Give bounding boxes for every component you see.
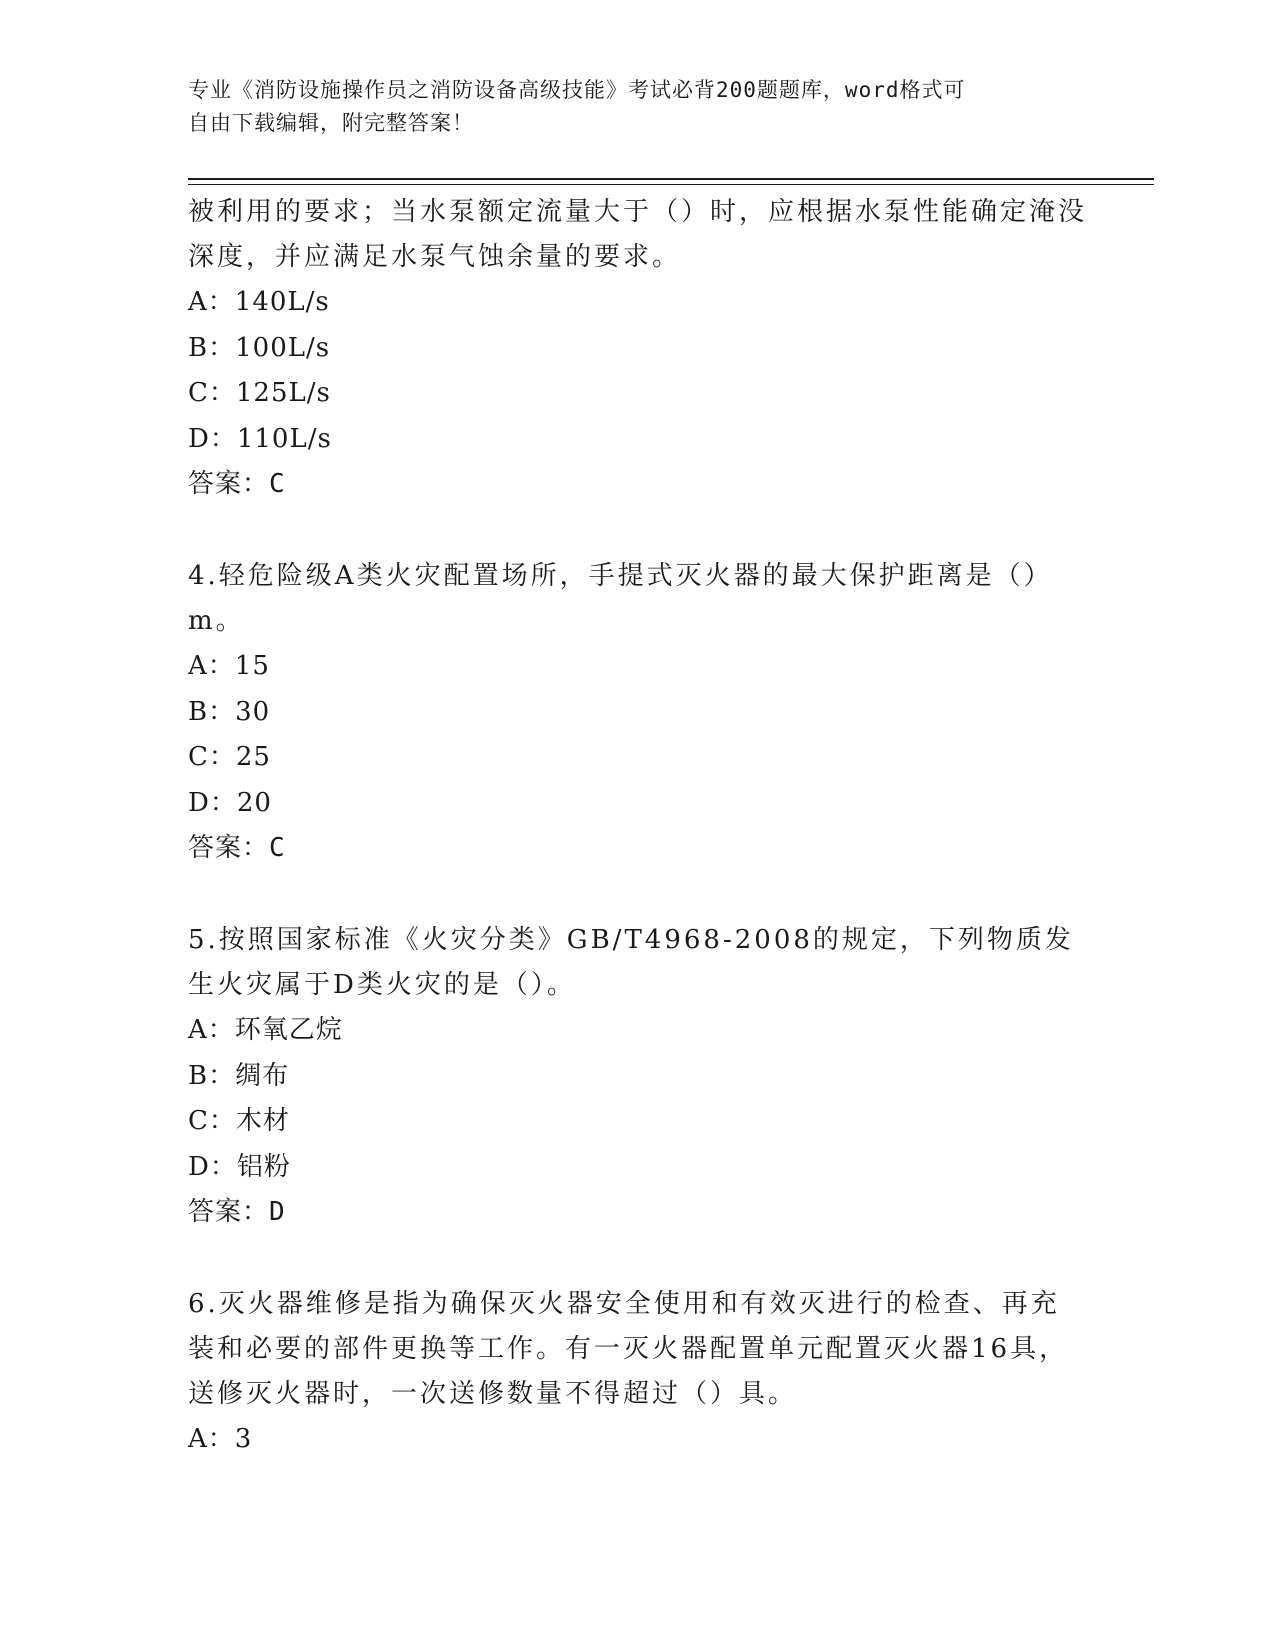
question-3 [188,190,1088,507]
option-a: A：15 [188,651,270,681]
option-b: B：绸布 [188,1060,290,1091]
header-line-1: 专业《消防设施操作员之消防设备高级技能》考试必背200题题库，word格式可 [188,78,966,102]
header-divider [188,178,1154,180]
option-c: C：25 [188,742,271,772]
option-a: A：3 [188,1424,253,1454]
answer-line: 答案：C [188,833,286,863]
header-divider-thin [188,184,1154,185]
question-stem: 6.灭火器维修是指为确保灭火器安全使用和有效灭进行的检查、再充装和必要的部件更换等工作。有一灭火器配置单元配置灭火器16具，送修灭火器时，一次送修数量不得超过（）具。 [188,1289,1069,1409]
option-a: A：140L/s [188,287,330,317]
question-stem: 5.按照国家标准《火灾分类》GB/T4968-2008的规定，下列物质发生火灾属于D类火灾的是（）。 [188,925,1074,1000]
option-c: C：125L/s [188,378,331,408]
option-b: B：100L/s [188,332,331,363]
answer-line: 答案：C [188,469,286,499]
header-line-2: 自由下载编辑，附完整答案！ [188,111,474,135]
question-6 [188,1282,1088,1463]
option-a: A：环氧乙烷 [188,1015,343,1045]
answer-line: 答案：D [188,1197,286,1227]
option-c: C：木材 [188,1106,290,1136]
question-stem: 4.轻危险级A类火灾配置场所，手提式灭火器的最大保护距离是（）m。 [188,561,1053,636]
question-stem: 被利用的要求；当水泵额定流量大于（）时，应根据水泵性能确定淹没深度，并应满足水泵气蚀余量的要求。 [188,197,1088,272]
question-list [188,190,1088,1463]
option-d: D：铝粉 [188,1151,291,1182]
question-4 [188,554,1088,871]
question-5 [188,918,1088,1235]
option-d: D：20 [188,787,272,818]
document-header [188,74,1088,140]
option-b: B：30 [188,696,271,727]
option-d: D：110L/s [188,423,332,454]
